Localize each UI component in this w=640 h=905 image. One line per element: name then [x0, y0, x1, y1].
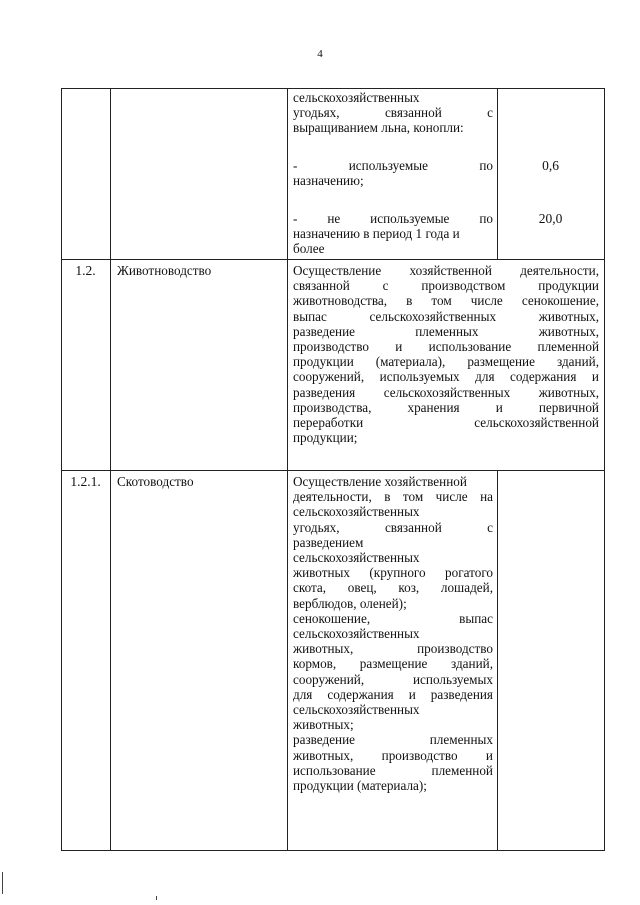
desc-line: продукции (материала), размещение зданий, — [293, 354, 599, 370]
used-by-purpose-value: 0,6 — [542, 158, 559, 173]
desc-line: кормов, размещение зданий, — [293, 656, 493, 672]
desc-line: угодьях, связанной с — [293, 519, 493, 535]
desc-line: Осуществление хозяйственной — [293, 474, 467, 489]
desc-line: переработки сельскохозяйственной — [293, 415, 599, 431]
desc-line: более — [293, 241, 325, 257]
desc-line: производство и использование племенной — [293, 339, 599, 355]
desc-line: сельскохозяйственных — [293, 504, 420, 520]
desc-line: - не используемые по — [293, 211, 493, 226]
row-code: 1.2.1. — [70, 474, 101, 489]
column-divider-3-upper — [497, 88, 498, 259]
desc-line: сооружений, используемых — [293, 671, 493, 687]
desc-line: угодьях, связанной с — [293, 105, 493, 121]
desc-line: продукции (материала); — [293, 778, 427, 794]
desc-line: продукции; — [293, 430, 358, 446]
desc-line: сельскохозяйственных — [293, 702, 420, 718]
row-description — [293, 474, 493, 793]
desc-line: сельскохозяйственных — [293, 626, 420, 642]
desc-line: животноводства, в том числе сенокошение, — [293, 293, 599, 309]
unused-by-purpose-item — [293, 211, 493, 257]
desc-line: выращиванием льна, конопли: — [293, 120, 464, 136]
desc-line: связанной с производством продукции — [293, 278, 599, 294]
table-right-border — [604, 88, 605, 851]
desc-line: разведением — [293, 534, 364, 550]
desc-line: сельскохозяйственных — [293, 90, 420, 105]
desc-line: сельскохозяйственных — [293, 550, 420, 566]
desc-line: животных (крупного рогатого — [293, 565, 493, 581]
used-by-purpose-item — [293, 158, 493, 188]
desc-line: деятельности, в том числе на — [293, 489, 493, 505]
desc-line: разведения сельскохозяйственных животных, — [293, 384, 599, 400]
desc-line: разведение племенных — [293, 732, 493, 748]
scan-dot-mark — [156, 896, 157, 900]
desc-line: животных; — [293, 717, 354, 733]
desc-line: животных, производство и — [293, 747, 493, 763]
desc-line: - используемые по — [293, 158, 493, 173]
column-divider-3-lower — [497, 470, 498, 851]
desc-line: Осуществление хозяйственной деятельности, — [293, 263, 599, 278]
desc-line: для содержания и разведения — [293, 686, 493, 702]
desc-line: верблюдов, оленей); — [293, 595, 407, 611]
desc-line: назначению; — [293, 173, 364, 189]
row-name: Скотоводство — [117, 474, 194, 489]
desc-line: сооружений, используемых для содержания и — [293, 369, 599, 385]
table-top-border — [61, 88, 605, 89]
desc-line: выпас сельскохозяйственных животных, — [293, 308, 599, 324]
table-bottom-border — [61, 850, 605, 851]
column-divider-1 — [110, 88, 111, 851]
row-name: Животноводство — [117, 263, 212, 278]
desc-line: скота, овец, коз, лошадей, — [293, 580, 493, 596]
page-number: 4 — [317, 48, 323, 60]
desc-line: разведение племенных животных, — [293, 323, 599, 339]
unused-by-purpose-value: 20,0 — [538, 211, 563, 226]
desc-line: назначению в период 1 года и — [293, 226, 460, 242]
row-divider-2 — [61, 470, 605, 471]
desc-line: производства, хранения и первичной — [293, 399, 599, 415]
scan-edge-mark — [2, 872, 3, 894]
table-left-border — [61, 88, 62, 851]
desc-line: использование племенной — [293, 762, 493, 778]
column-divider-2 — [287, 88, 288, 851]
row-divider-1 — [61, 259, 605, 260]
continuation-description — [293, 90, 493, 136]
row-code: 1.2. — [75, 263, 96, 278]
desc-line: сенокошение, выпас — [293, 610, 493, 626]
row-description — [293, 263, 599, 445]
desc-line: животных, производство — [293, 641, 493, 657]
